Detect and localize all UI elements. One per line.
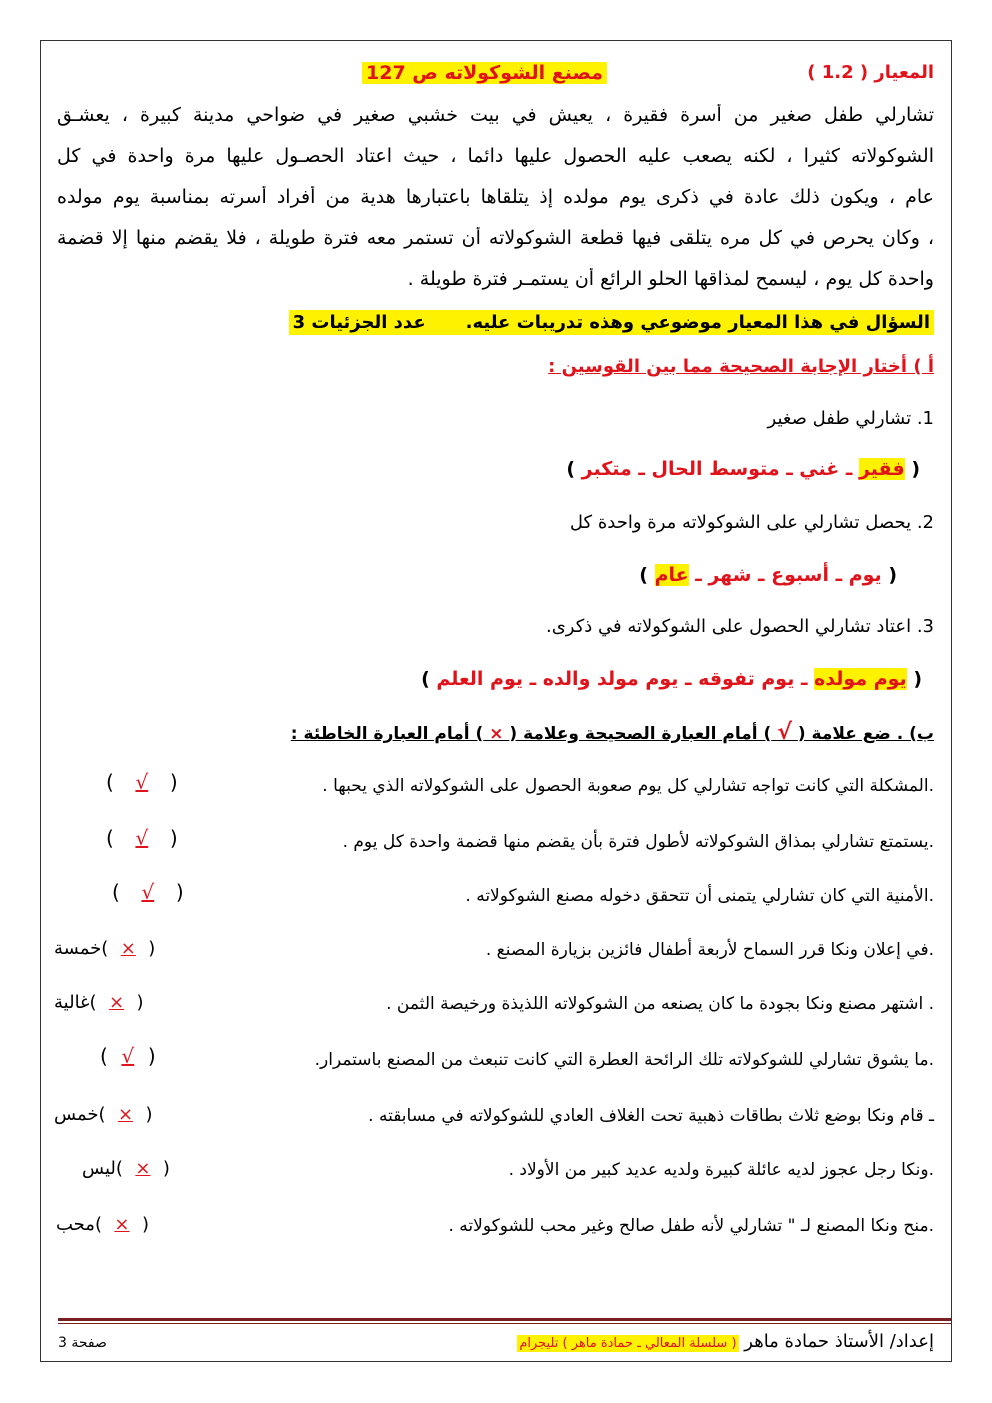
statement-text: .في إعلان ونكا قرر السماح لأربعة أطفال فائزين بزيارة المصنع . [485, 940, 934, 960]
footer-rule-thick [58, 1318, 951, 1321]
correction-word: خمسة [54, 938, 102, 959]
answer-box: ( √ ) [106, 770, 178, 794]
question-1-options: ( فقير ـ غني ـ متوسط الحال ـ متكبر ) [566, 458, 920, 480]
part-count: عدد الجزئيات 3 [292, 312, 426, 333]
cross-mark-icon: × [135, 1158, 151, 1179]
passage-line: الشوكولاته كثيرا ، لكنه يصعب عليه الحصول عليها دائما ، حيث اعتاد الحصـول عليها مرة واحدة في كل [57, 145, 934, 167]
tick-mark-icon: √ [141, 880, 155, 904]
correct-option: يوم مولده [814, 668, 907, 690]
series-label: ( سلسلة المعالي ـ حمادة ماهر ) تليجرام [519, 1336, 737, 1351]
page-title [362, 62, 607, 84]
correct-option: عام [654, 564, 689, 586]
correction-word: غالية [54, 992, 90, 1013]
cross-mark-icon: × [108, 992, 125, 1013]
page-number: صفحة 3 [58, 1335, 107, 1351]
page-title-text: مصنع الشوكولاته ص 127 [362, 62, 607, 84]
passage-line: واحدة كل يوم ، ليسمح لمذاقها الحلو الرائع أن يستمـر فترة طويلة . [407, 268, 934, 290]
statement-text: .يستمتع تشارلي بمذاق الشوكولاته لأطول فترة بأن يقضم منها قضمة واحدة كل يوم . [342, 832, 934, 852]
statement-text: . اشتهر مصنع ونكا بجودة ما كان يصنعه من الشوكولاته اللذيذة ورخيصة الثمن . [386, 994, 934, 1014]
passage-line: ، وكان يحرص في كل مره يتلقى فيها قطعة الشوكولاته أن تستمر معه فترة طويلة ، فلا يقضم منها إلا قضمة [57, 227, 934, 249]
author-label: إعداد/ الأستاذ حمادة ماهر [744, 1331, 934, 1352]
statement-text: ـ قام ونكا بوضع ثلاث بطاقات ذهبية تحت الغلاف العادي للشوكولاته في مسابقته . [368, 1106, 934, 1126]
tick-mark-icon: √ [135, 770, 149, 794]
tick-sample-icon: √ [777, 720, 792, 745]
tick-mark-icon: √ [121, 1044, 135, 1068]
answer-box: ( √ ) [106, 826, 178, 850]
cross-mark-icon: × [114, 1214, 130, 1235]
cross-mark-icon: × [117, 1104, 134, 1125]
passage-line: تشارلي طفل صغير من أسرة فقيرة ، يعيش في بيت خشبي صغير في ضواحي مدينة كبيرة ، يعشـق [57, 104, 934, 126]
question-note [289, 312, 934, 333]
criterion-label: المعيار ( 1.2 ) [807, 62, 934, 83]
other-options: يوم ـ أسبوع ـ شهر ـ [688, 564, 882, 586]
answer-box: (×)ليس [82, 1158, 170, 1179]
answer-box: ( √ ) [112, 880, 184, 904]
statement-text: .المشكلة التي كانت تواجه تشارلي كل يوم صعوبة الحصول على الشوكولاته الذي يحبها . [322, 776, 934, 796]
question-3-stem: 3. اعتاد تشارلي الحصول على الشوكولاته في ذكرى. [546, 616, 934, 637]
answer-box: ( √ ) [100, 1044, 156, 1068]
question-3-options: ( يوم مولده ـ يوم تفوقه ـ يوم مولد والده ـ يوم العلم ) [421, 668, 922, 690]
question-1-stem: 1. تشارلي طفل صغير [767, 408, 934, 429]
answer-box: (×)محب [56, 1214, 149, 1235]
correct-option: فقير [858, 458, 905, 480]
statement-text: .ما يشوق تشارلي للشوكولاته تلك الرائحة العطرة التي كانت تنبعث من المصنع باستمرار. [314, 1050, 934, 1070]
cross-sample-icon: × [489, 724, 504, 744]
cross-mark-icon: × [120, 938, 136, 959]
question-2-options: ( يوم ـ أسبوع ـ شهر ـ عام ) [639, 564, 897, 586]
passage-line: عام ، ويكون ذلك عادة في ذكرى يوم مولده إذ يتلقاها باعتبارها هدية من أفراد أسرته بمناسبة يوم مولده [57, 186, 934, 208]
answer-box: (×)غالية [54, 992, 144, 1013]
statement-text: .الأمنية التي كان تشارلي يتمنى أن تتحقق دخوله مصنع الشوكولاته . [465, 886, 934, 906]
answer-box: (×)خمسة [54, 938, 156, 959]
statement-text: .منح ونكا المصنع لـ " تشارلي لأنه طفل صالح وغير محب للشوكولاته . [448, 1216, 934, 1236]
footer-rule-thin [58, 1323, 951, 1324]
correction-word: ليس [82, 1158, 116, 1179]
correction-word: خمس [54, 1104, 99, 1125]
statement-text: .ونكا رجل عجوز لديه عائلة كبيرة ولديه عديد كبير من الأولاد . [508, 1160, 934, 1180]
question-2-stem: 2. يحصل تشارلي على الشوكولاته مرة واحدة كل [569, 512, 934, 533]
tick-mark-icon: √ [135, 826, 149, 850]
section-b-heading: ب) . ضع علامة ( √ ) أمام العبارة الصحيحة وعلامة ( × ) أمام العبارة الخاطئة : [290, 720, 934, 745]
section-a-heading: أ ) أختار الإجابة الصحيحة مما بين القوسين : [548, 356, 934, 377]
other-options: ـ يوم تفوقه ـ يوم مولد والده ـ يوم العلم [436, 668, 815, 690]
other-options: ـ غني ـ متوسط الحال ـ متكبر [581, 458, 859, 480]
note-text: السؤال في هذا المعيار موضوعي وهذه تدريبات عليه. [465, 312, 930, 333]
footer-author [517, 1331, 934, 1352]
correction-word: محب [56, 1214, 95, 1235]
answer-box: (×)خمس [54, 1104, 153, 1125]
